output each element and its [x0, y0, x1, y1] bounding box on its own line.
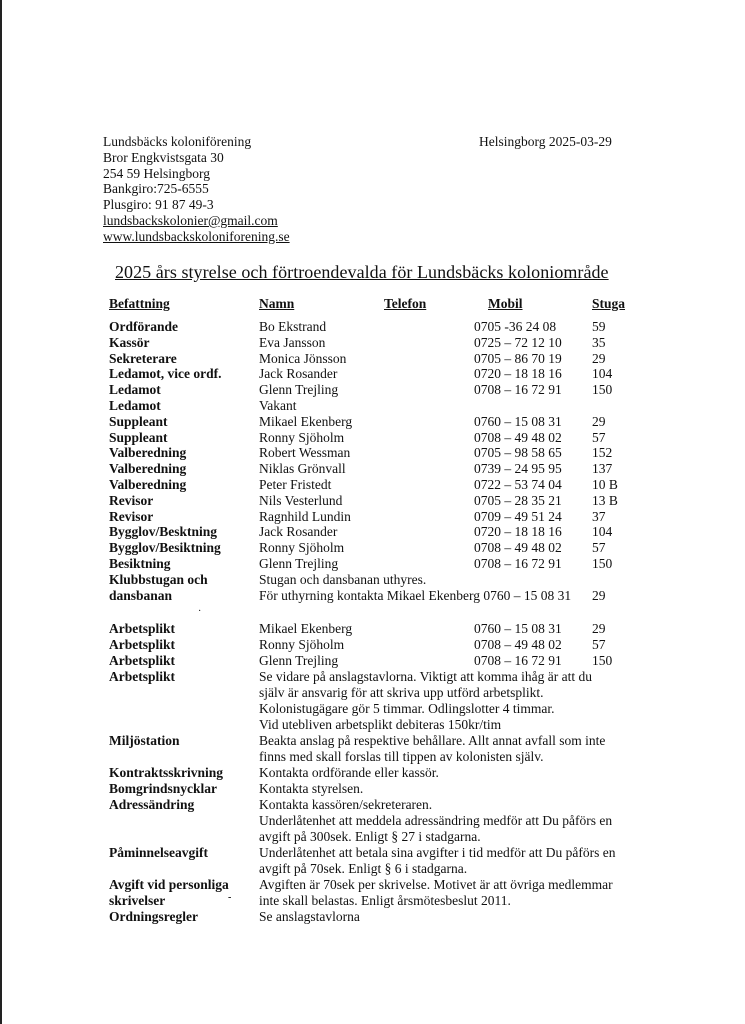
- scan-speck: ·: [198, 606, 202, 617]
- header-cottage: Stuga: [592, 296, 626, 311]
- avgift-role-1: Avgift vid personliga: [109, 877, 229, 892]
- header-phone: Telefon: [384, 296, 427, 311]
- table-row: [0, 509, 745, 525]
- cell-role: Arbetsplikt: [109, 637, 176, 652]
- klubbstugan-role-1: Klubbstugan och: [109, 572, 208, 587]
- cell-name: Monica Jönsson: [259, 350, 347, 366]
- bomgrind-row: [0, 781, 745, 797]
- cell-mobile: 0708 – 49 48 02: [474, 540, 562, 556]
- cell-cottage: 150: [592, 382, 613, 398]
- avgift-role-2: skrivelser: [109, 893, 166, 908]
- cell-mobile: 0708 – 16 72 91: [474, 556, 562, 571]
- cell-name: Glenn Trejling: [259, 653, 339, 668]
- postal-address: 254 59 Helsingborg: [103, 165, 210, 181]
- document-title: 2025 års styrelse och förtroendevalda för Lundsbäcks koloniområde: [115, 262, 609, 282]
- header-mobile: Mobil: [488, 296, 523, 311]
- cell-cottage: 29: [592, 350, 606, 366]
- cell-name: Ronny Sjöholm: [259, 637, 345, 652]
- cell-mobile: 0705 – 28 35 21: [474, 492, 562, 508]
- cell-name: Jack Rosander: [259, 524, 338, 540]
- header-name: Namn: [259, 296, 295, 311]
- cell-mobile: 0760 – 15 08 31: [474, 413, 562, 429]
- klubbstugan-row-2: [0, 588, 745, 604]
- arbetsplikt-line-3: Kolonistugägare gör 5 timmar. Odlingslotter 4 timmar.: [259, 701, 555, 716]
- table-row: [0, 461, 745, 477]
- kontrakt-role: Kontraktsskrivning: [109, 765, 224, 780]
- cell-role: Ordförande: [109, 319, 178, 334]
- cell-cottage: 137: [592, 461, 613, 477]
- table-row: [0, 430, 745, 446]
- cell-mobile: 0708 – 49 48 02: [474, 637, 562, 652]
- letterhead: [103, 134, 290, 245]
- cell-role: Bygglov/Besiktning: [109, 540, 221, 556]
- cell-role: Revisor: [109, 492, 154, 508]
- cell-name: Jack Rosander: [259, 366, 338, 382]
- paminnelse-line-2: avgift på 70sek. Enligt § 6 i stadgarna.: [259, 861, 468, 876]
- table-row: [0, 351, 745, 367]
- table-row: [0, 335, 745, 351]
- cell-name: Vakant: [259, 398, 297, 413]
- cell-cottage: 57: [592, 637, 606, 652]
- klubbstugan-row: [0, 572, 745, 588]
- adress-line-2: Underlåtenhet att meddela adressändring medför att Du påförs en: [259, 813, 613, 828]
- table-row: [0, 556, 745, 572]
- cell-mobile: 0709 – 49 51 24: [474, 508, 562, 524]
- cell-role: Kassör: [109, 334, 150, 350]
- arbetsplikt-info-role: Arbetsplikt: [109, 669, 176, 684]
- table-row: [0, 637, 745, 653]
- paminnelse-line-1: Underlåtenhet att betala sina avgifter i tid medför att Du påförs en: [259, 845, 616, 860]
- adress-role: Adressändring: [109, 797, 195, 812]
- cell-name: Robert Wessman: [259, 445, 351, 461]
- cell-role: Besiktning: [109, 556, 171, 571]
- cell-name: Ronny Sjöholm: [259, 540, 345, 556]
- cell-mobile: 0720 – 18 18 16: [474, 524, 562, 540]
- table-row: [0, 414, 745, 430]
- bankgiro: Bankgiro:725-6555: [103, 181, 209, 197]
- table-row: [0, 540, 745, 556]
- cell-role: Valberedning: [109, 461, 187, 477]
- cell-cottage: 10 B: [592, 477, 618, 492]
- cell-role: Ledamot, vice ordf.: [109, 366, 222, 382]
- adress-line-3: avgift på 300sek. Enligt § 27 i stadgarna.: [259, 829, 481, 844]
- website-link[interactable]: www.lundsbackskoloniforening.se: [103, 228, 290, 244]
- cell-cottage: 104: [592, 524, 613, 540]
- cell-mobile: 0705 – 98 58 65: [474, 445, 562, 461]
- arbetsplikt-line-1: Se vidare på anslagstavlorna. Viktigt att komma ihåg är att du: [259, 669, 592, 684]
- cell-name: Glenn Trejling: [259, 556, 339, 571]
- klubbstugan-text-2: För uthyrning kontakta Mikael Ekenberg 0760 – 15 08 31: [259, 588, 572, 603]
- cell-name: Eva Jansson: [259, 334, 326, 350]
- cell-cottage: 152: [592, 445, 613, 461]
- cell-role: Sekreterare: [109, 350, 177, 366]
- cell-name: Glenn Trejling: [259, 382, 339, 398]
- table-row: [0, 621, 745, 637]
- arbetsplikt-line-4: Vid utebliven arbetsplikt debiteras 150kr/tim: [259, 717, 502, 732]
- cell-mobile: 0705 -36 24 08: [474, 319, 557, 334]
- miljostation-role: Miljöstation: [109, 733, 180, 748]
- cell-cottage: 150: [592, 556, 613, 571]
- cell-mobile: 0720 – 18 18 16: [474, 366, 562, 382]
- plusgiro: Plusgiro: 91 87 49-3: [103, 197, 214, 213]
- cell-mobile: 0708 – 16 72 91: [474, 653, 562, 668]
- avgift-line-1: Avgiften är 70sek per skrivelse. Motivet är att övriga medlemmar: [259, 877, 613, 892]
- cell-role: Arbetsplikt: [109, 653, 176, 668]
- ordning-row: [0, 909, 745, 925]
- cell-cottage: 150: [592, 653, 613, 668]
- table-row: [0, 398, 745, 414]
- cell-cottage: 57: [592, 540, 606, 556]
- cell-name: Niklas Grönvall: [259, 461, 346, 477]
- klubbstugan-cottage: 29: [592, 588, 606, 603]
- table-row: [0, 382, 745, 398]
- table-row: [0, 493, 745, 509]
- cell-role: Valberedning: [109, 445, 187, 461]
- klubbstugan-role-2: dansbanan: [109, 588, 173, 603]
- kontrakt-text: Kontakta ordförande eller kassör.: [259, 765, 439, 780]
- cell-role: Revisor: [109, 508, 154, 524]
- cell-role: Suppleant: [109, 413, 168, 429]
- ordning-text: Se anslagstavlorna: [259, 909, 360, 924]
- table-row: [0, 319, 745, 335]
- avgift-line-2: inte skall belastas. Enligt årsmötesbeslut 2011.: [259, 893, 511, 908]
- cell-name: Nils Vesterlund: [259, 492, 343, 508]
- cell-role: Arbetsplikt: [109, 621, 176, 636]
- cell-mobile: 0708 – 16 72 91: [474, 382, 562, 398]
- cell-name: Peter Fristedt: [259, 477, 332, 492]
- cell-cottage: 59: [592, 319, 606, 334]
- scan-speck: -: [228, 892, 232, 903]
- document-date: Helsingborg 2025-03-29: [479, 134, 612, 149]
- cell-mobile: 0722 – 53 74 04: [474, 477, 562, 492]
- cell-name: Mikael Ekenberg: [259, 413, 353, 429]
- association-name: Lundsbäcks koloniförening: [103, 134, 252, 149]
- header-role: Befattning: [109, 296, 170, 311]
- cell-cottage: 37: [592, 508, 606, 524]
- miljostation-line-1: Beakta anslag på respektive behållare. Allt annat avfall som inte: [259, 733, 606, 748]
- cell-name: Bo Ekstrand: [259, 319, 327, 334]
- cell-name: Mikael Ekenberg: [259, 621, 353, 636]
- paminnelse-role: Påminnelseavgift: [109, 845, 208, 860]
- street-address: Bror Engkvistsgata 30: [103, 149, 224, 165]
- klubbstugan-text-1: Stugan och dansbanan uthyres.: [259, 572, 427, 587]
- adress-line-1: Kontakta kassören/sekreteraren.: [259, 797, 433, 812]
- cell-name: Ronny Sjöholm: [259, 429, 345, 445]
- bomgrind-text: Kontakta styrelsen.: [259, 781, 364, 796]
- cell-role: Bygglov/Besktning: [109, 524, 218, 540]
- cell-cottage: 13 B: [592, 492, 618, 508]
- cell-name: Ragnhild Lundin: [259, 508, 351, 524]
- ordning-role: Ordningsregler: [109, 909, 198, 924]
- cell-cottage: 29: [592, 621, 606, 636]
- cell-cottage: 35: [592, 334, 606, 350]
- cell-role: Ledamot: [109, 382, 161, 398]
- arbetsplikt-line-2: själv är ansvarig för att skriva upp utförd arbetsplikt.: [259, 685, 544, 700]
- table-row: [0, 653, 745, 669]
- cell-mobile: 0739 – 24 95 95: [474, 461, 562, 477]
- cell-mobile: 0760 – 15 08 31: [474, 621, 562, 636]
- bomgrind-role: Bomgrindsnycklar: [109, 781, 218, 796]
- cell-cottage: 104: [592, 366, 613, 382]
- cell-role: Suppleant: [109, 429, 168, 445]
- cell-mobile: 0708 – 49 48 02: [474, 429, 562, 445]
- table-row: [0, 524, 745, 540]
- miljostation-line-2: finns med skall forslas till tippen av kolonisten själv.: [259, 749, 544, 764]
- table-row: [0, 477, 745, 493]
- cell-cottage: 57: [592, 429, 606, 445]
- cell-role: Ledamot: [109, 398, 161, 413]
- table-row: [0, 445, 745, 461]
- table-row: [0, 366, 745, 382]
- cell-mobile: 0705 – 86 70 19: [474, 350, 562, 366]
- cell-role: Valberedning: [109, 477, 187, 492]
- cell-cottage: 29: [592, 413, 606, 429]
- email-link[interactable]: lundsbackskolonier@gmail.com: [103, 212, 278, 228]
- kontrakt-row: [0, 765, 745, 781]
- cell-mobile: 0725 – 72 12 10: [474, 334, 562, 350]
